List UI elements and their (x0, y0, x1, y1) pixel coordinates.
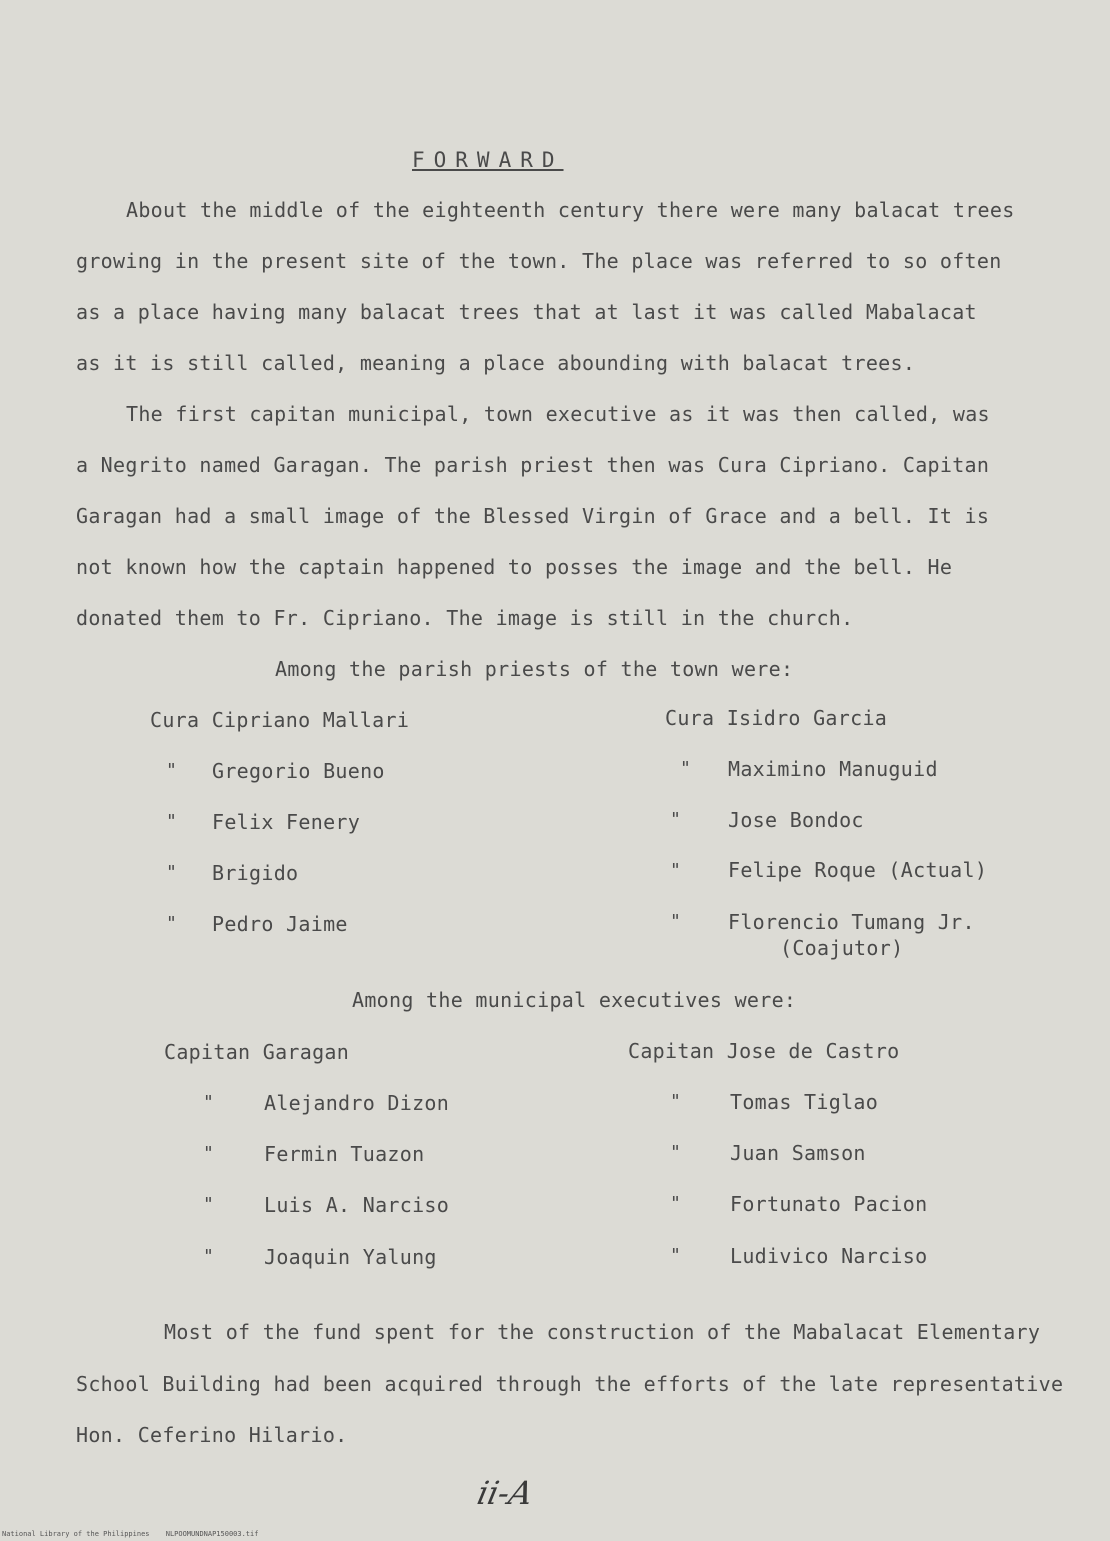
ditto-mark: " (203, 1246, 214, 1267)
exec-right-2: Tomas Tiglao (730, 1090, 879, 1114)
priest-right-5-note: (Coajutor) (780, 936, 904, 960)
exec-left-4: Luis A. Narciso (264, 1193, 450, 1217)
para2-line-5: donated them to Fr. Cipriano. The image is still in the church. (76, 606, 854, 630)
execs-intro: Among the municipal executives were: (352, 988, 797, 1012)
priest-left-5: Pedro Jaime (212, 912, 348, 936)
exec-right-1: Capitan Jose de Castro (628, 1039, 900, 1063)
ditto-mark: " (670, 1245, 681, 1266)
priest-right-5: Florencio Tumang Jr. (728, 910, 975, 934)
footer-library: National Library of the Philippines (2, 1530, 150, 1538)
exec-left-3: Fermin Tuazon (264, 1142, 425, 1166)
priest-right-4: Felipe Roque (Actual) (728, 858, 988, 882)
ditto-mark: " (670, 1142, 681, 1163)
ditto-mark: " (166, 760, 177, 781)
exec-left-2: Alejandro Dizon (264, 1091, 450, 1115)
para1-line-3: as a place having many balacat trees that at last it was called Mabalacat (76, 300, 977, 324)
ditto-mark: " (670, 911, 681, 932)
para3-line-2: School Building had been acquired through the efforts of the late representative (76, 1372, 1064, 1396)
handwritten-page-mark: ii-A (473, 1474, 537, 1512)
priest-left-1: Cura Cipriano Mallari (150, 708, 410, 732)
para2-line-3: Garagan had a small image of the Blessed Virgin of Grace and a bell. It is (76, 504, 990, 528)
ditto-mark: " (166, 811, 177, 832)
para3-line-3: Hon. Ceferino Hilario. (76, 1423, 348, 1447)
priest-left-2: Gregorio Bueno (212, 759, 385, 783)
scan-footer (2, 1530, 270, 1538)
ditto-mark: " (670, 809, 681, 830)
exec-left-5: Joaquin Yalung (264, 1245, 437, 1269)
para1-line-1: About the middle of the eighteenth century there were many balacat trees (126, 198, 1015, 222)
exec-left-1: Capitan Garagan (164, 1040, 350, 1064)
para2-line-4: not known how the captain happened to posses the image and the bell. He (76, 555, 953, 579)
ditto-mark: " (670, 860, 681, 881)
ditto-mark: " (166, 862, 177, 883)
exec-right-4: Fortunato Pacion (730, 1192, 928, 1216)
priests-intro: Among the parish priests of the town were: (275, 657, 794, 681)
exec-right-5: Ludivico Narciso (730, 1244, 928, 1268)
para3-line-1: Most of the fund spent for the construction of the Mabalacat Elementary (164, 1320, 1041, 1344)
ditto-mark: " (203, 1092, 214, 1113)
ditto-mark: " (670, 1091, 681, 1112)
priest-right-1: Cura Isidro Garcia (665, 706, 888, 730)
para2-line-2: a Negrito named Garagan. The parish priest then was Cura Cipriano. Capitan (76, 453, 990, 477)
ditto-mark: " (166, 913, 177, 934)
priest-left-4: Brigido (212, 861, 299, 885)
para1-line-2: growing in the present site of the town. The place was referred to so often (76, 249, 1002, 273)
ditto-mark: " (670, 1193, 681, 1214)
exec-right-3: Juan Samson (730, 1141, 866, 1165)
page-title: FORWARD (412, 148, 564, 172)
priest-right-3: Jose Bondoc (728, 808, 864, 832)
footer-file: NLPOOMUNDNAP150003.tif (165, 1530, 259, 1538)
para1-line-4: as it is still called, meaning a place abounding with balacat trees. (76, 351, 916, 375)
ditto-mark: " (680, 758, 691, 779)
para2-line-1: The first capitan municipal, town executive as it was then called, was (126, 402, 990, 426)
ditto-mark: " (203, 1194, 214, 1215)
priest-left-3: Felix Fenery (212, 810, 361, 834)
ditto-mark: " (203, 1143, 214, 1164)
priest-right-2: Maximino Manuguid (728, 757, 938, 781)
